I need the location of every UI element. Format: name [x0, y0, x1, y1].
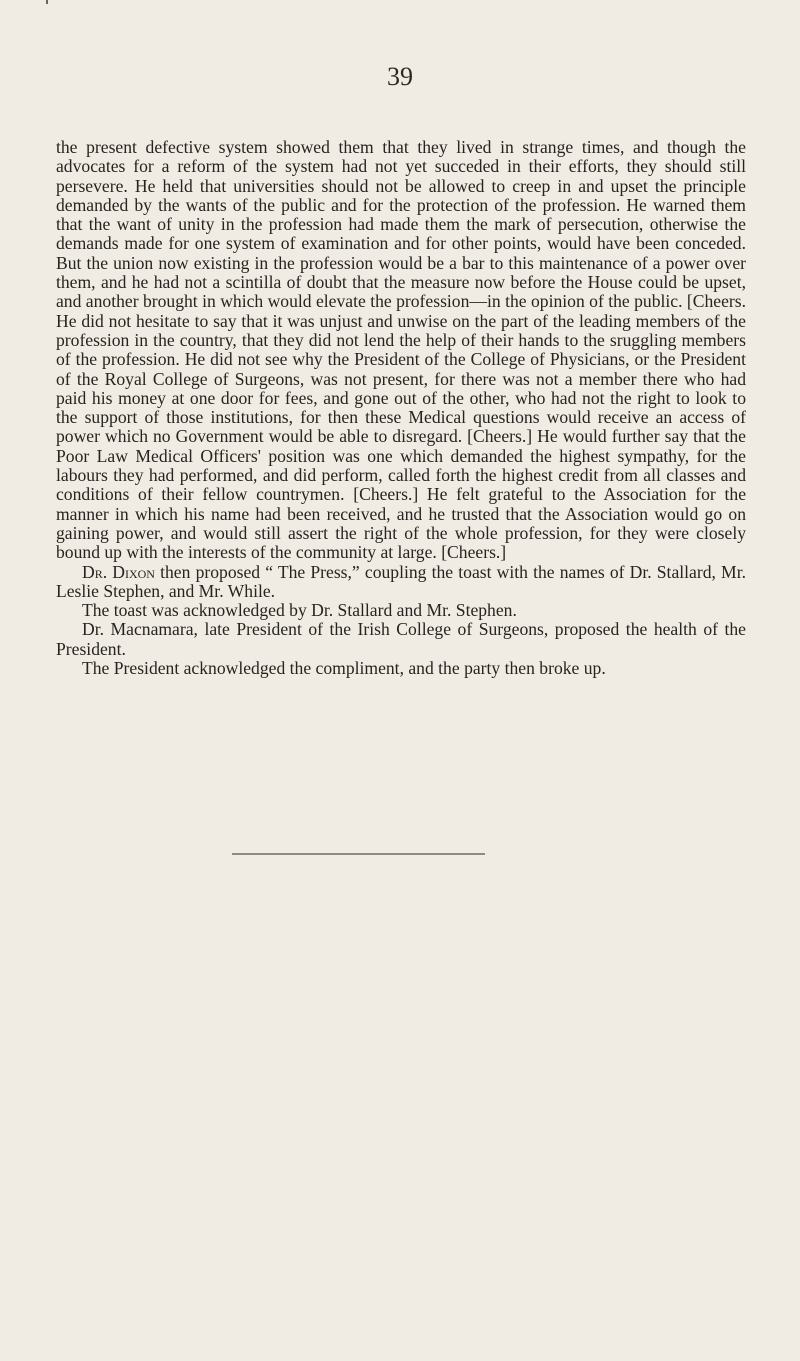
page-number: 39 — [387, 62, 413, 91]
margin-mark — [46, 0, 48, 4]
paragraph-dr-dixon-toast — [56, 563, 746, 602]
paragraph-macnamara-proposal: Dr. Macnamara, late President of the Irish College of Surgeons, proposed the health of the President. — [56, 619, 746, 659]
paragraph-toast-acknowledged: The toast was acknowledged by Dr. Stallard and Mr. Stephen. — [82, 600, 517, 621]
paragraph-closing: The President acknowledged the compliment, and the party then broke up. — [82, 658, 606, 679]
paragraph-dr-dixon-text: then proposed “ The Press,” coupling the toast with the names of Dr. Stallard, Mr. Leslie Stephen, and Mr. While. — [56, 561, 746, 601]
paragraph-speech-continuation: the present defective system showed them that they lived in strange times, and though the advocates for a reform of the system had not yet succeded in their efforts, they should still persevere. He held that universities should not be allowed to creep in and upset the principle demanded by the wants of the public and for the protection of the profession. He warned them that the want of unity in the profession had made them the mark of persecution, otherwise the demands made for one system of examination and for other points, would have been conceded. But the union now existing in the profession would be a bar to this maintenance of a power over them, and he had not a scintilla of doubt that the measure now before the House could be upset, and another brought in which would elevate the profession—in the opinion of the public. [Cheers. He did not hesitate to say that it was unjust and unwise on the part of the leading members of the profession in the country, that they did not lend the help of their hands to the sruggling members of the profession. He did not see why the President of the College of Physicians, or the President of the Royal College of Surgeons, was not present, for there was not a member there who had paid his money at one door for fees, and gone out of the other, who had not the right to look to the support of those institutions, for then these Medical questions would receive an access of power which no Government would be able to disregard. [Cheers.] He would further say that the Poor Law Medical Officers' position was one which demanded the highest sympathy, for the labours they had performed, and did perform, called forth the highest credit from all classes and conditions of their fellow countrymen. [Cheers.] He felt grateful to the Association for the manner in which his name had been received, and he trusted that the Association would go on gaining power, and would still assert the right of the whole profession, for they were closely bound up with the interests of the community at large. [Cheers.] — [56, 137, 746, 563]
speaker-name: Dr. Dixon — [82, 561, 155, 582]
body-text — [56, 138, 746, 678]
closing-rule — [232, 853, 485, 855]
